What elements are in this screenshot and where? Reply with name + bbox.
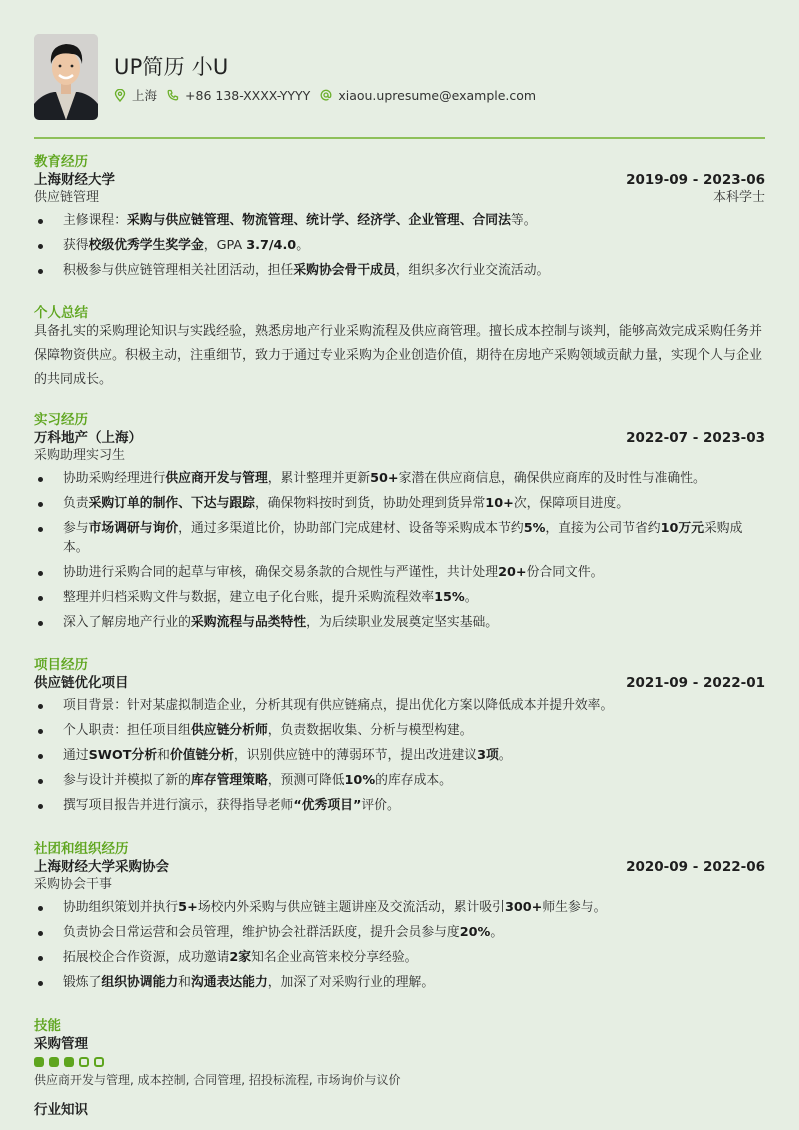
bullet-item: 锻炼了组织协调能力和沟通表达能力，加深了对采购行业的理解。 (34, 973, 765, 992)
bullet-item: 项目背景：针对某虚拟制造企业，分析其现有供应链痛点，提出优化方案以降低成本并提升效率。 (34, 696, 765, 715)
contact-location (114, 86, 157, 104)
education-bullets (34, 211, 765, 280)
header-divider (34, 137, 765, 139)
profile-photo (34, 34, 98, 120)
summary-text: 具备扎实的采购理论知识与实践经验，熟悉房地产行业采购流程及供应商管理。擅长成本控制与谈判，能够高效完成采购任务并保障物资供应。积极主动，注重细节，致力于通过专业采购为企业创造价值，期待在房地产采购领域贡献力量，实现个人与企业的共同成长。 (34, 324, 763, 387)
location-text: 上海 (132, 88, 158, 103)
skill-name: 行业知识 (34, 1102, 88, 1118)
summary-section (34, 304, 765, 392)
section-title: 实习经历 (34, 412, 88, 428)
bullet-item: 主修课程：采购与供应链管理、物流管理、统计学、经济学、企业管理、合同法等。 (34, 211, 765, 230)
company-name: 万科地产（上海） (34, 430, 142, 446)
project-section (34, 656, 765, 821)
candidate-name: UP简历 小U (114, 55, 229, 79)
email-text[interactable]: xiaou.upresume@example.com (338, 87, 537, 103)
contact-info (114, 86, 546, 104)
internship-bullets (34, 469, 765, 632)
bullet-item: 协助采购经理进行供应商开发与管理，累计整理并更新50+家潜在供应商信息，确保供应商库的及时性与准确性。 (34, 469, 765, 488)
project-date: 2021-09 - 2022-01 (626, 675, 765, 691)
section-title: 个人总结 (34, 305, 88, 321)
club-date: 2020-09 - 2022-06 (626, 859, 765, 875)
bullet-item: 拓展校企合作资源，成功邀请2家知名企业高管来校分享经验。 (34, 948, 765, 967)
education-date: 2019-09 - 2023-06 (626, 172, 765, 188)
skill-description: 供应商开发与管理, 成本控制, 合同管理, 招投标流程, 市场询价与议价 (34, 1073, 401, 1087)
bullet-item: 积极参与供应链管理相关社团活动，担任采购协会骨干成员，组织多次行业交流活动。 (34, 261, 765, 280)
bullet-item: 个人职责：担任项目组供应链分析师，负责数据收集、分析与模型构建。 (34, 721, 765, 740)
internship-date: 2022-07 - 2023-03 (626, 430, 765, 446)
club-role: 采购协会干事 (34, 877, 113, 892)
bullet-item: 深入了解房地产行业的采购流程与品类特性，为后续职业发展奠定坚实基础。 (34, 613, 765, 632)
project-bullets (34, 696, 765, 815)
portrait-image (34, 34, 98, 120)
club-bullets (34, 898, 765, 992)
club-section (34, 840, 765, 998)
empty-dot-icon (79, 1057, 89, 1067)
empty-dot-icon (94, 1057, 104, 1067)
contact-phone (167, 88, 310, 103)
filled-dot-icon (64, 1057, 74, 1067)
phone-text: +86 138-XXXX-YYYY (185, 87, 311, 103)
skill-level-rating (34, 1057, 765, 1067)
filled-dot-icon (34, 1057, 44, 1067)
bullet-item: 整理并归档采购文件与数据，建立电子化台账，提升采购流程效率15%。 (34, 588, 765, 607)
school-name: 上海财经大学 (34, 172, 115, 188)
section-title: 社团和组织经历 (34, 841, 129, 857)
project-name: 供应链优化项目 (34, 675, 129, 691)
bullet-item: 协助组织策划并执行5+场校内外采购与供应链主题讲座及交流活动，累计吸引300+师生参与。 (34, 898, 765, 917)
club-name: 上海财经大学采购协会 (34, 859, 169, 875)
at-sign-icon (320, 89, 332, 101)
bullet-item: 参与市场调研与询价，通过多渠道比价，协助部门完成建材、设备等采购成本节约5%，直接为公司节省约10万元采购成本。 (34, 519, 765, 557)
section-title: 项目经历 (34, 657, 88, 673)
bullet-item: 协助进行采购合同的起草与审核，确保交易条款的合规性与严谨性，共计处理20+份合同文件。 (34, 563, 765, 582)
internship-section (34, 411, 765, 638)
bullet-item: 参与设计并模拟了新的库存管理策略，预测可降低10%的库存成本。 (34, 771, 765, 790)
skills-section (34, 1017, 765, 1119)
major: 供应链管理 (34, 190, 100, 205)
section-title: 技能 (34, 1018, 61, 1034)
bullet-item: 负责协会日常运营和会员管理，维护协会社群活跃度，提升会员参与度20%。 (34, 923, 765, 942)
degree: 本科学士 (712, 190, 765, 205)
bullet-item: 通过SWOT分析和价值链分析，识别供应链中的薄弱环节，提出改进建议3项。 (34, 746, 765, 765)
bullet-item: 撰写项目报告并进行演示，获得指导老师“优秀项目”评价。 (34, 796, 765, 815)
bullet-item: 负责采购订单的制作、下达与跟踪，确保物料按时到货，协助处理到货异常10+次，保障项目进度。 (34, 494, 765, 513)
job-role: 采购助理实习生 (34, 448, 126, 463)
filled-dot-icon (49, 1057, 59, 1067)
skill-name: 采购管理 (34, 1036, 88, 1052)
phone-icon (167, 89, 179, 101)
contact-email (320, 88, 536, 103)
location-pin-icon (114, 89, 126, 102)
resume-header (34, 34, 765, 120)
education-section (34, 153, 765, 286)
section-title: 教育经历 (34, 154, 88, 170)
bullet-item: 获得校级优秀学生奖学金，GPA 3.7/4.0。 (34, 236, 765, 255)
